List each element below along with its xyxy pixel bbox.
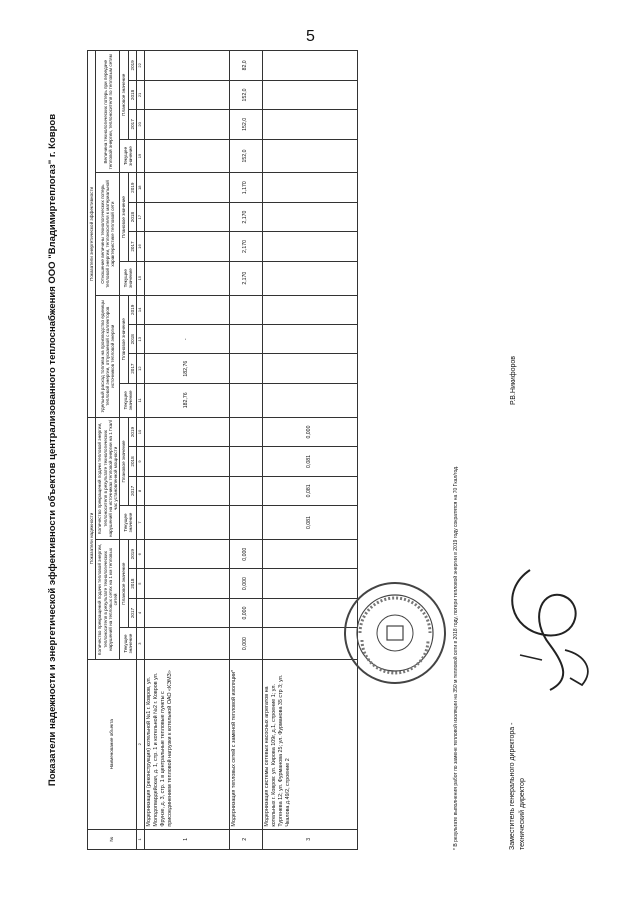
value-cell [144, 51, 229, 81]
column-index: 5 [136, 569, 144, 598]
handwritten-signature [490, 560, 610, 700]
value-cell [144, 232, 229, 261]
value-cell [144, 569, 229, 598]
value-cell [144, 110, 229, 139]
table-row [229, 51, 262, 850]
header-year: 2019 [128, 173, 136, 202]
column-index: 2 [136, 659, 144, 829]
value-cell: 0,000 [229, 628, 262, 660]
value-cell [144, 476, 229, 505]
signer-position-line2: технический директор [519, 778, 526, 850]
column-index: 15 [136, 261, 144, 295]
header-planned: Плановое значение [120, 417, 128, 505]
column-index: 13 [136, 325, 144, 354]
value-cell [262, 383, 357, 417]
value-cell [144, 628, 229, 660]
header-e2: Отношение величины технологических потерь тепловой энергии, теплоносителя к материальной характеристике тепловой сети [96, 173, 120, 295]
column-index: 21 [136, 80, 144, 109]
value-cell [262, 139, 357, 173]
header-r2: Количество прекращений подачи тепловой энергии, теплоносителя в результате технологических нарушений на источниках тепловой энергии на 1 Гкал/час установленной мощности [96, 417, 120, 539]
column-index: 1 [136, 829, 144, 849]
value-cell: 2,170 [229, 261, 262, 295]
value-cell [229, 325, 262, 354]
value-cell [262, 295, 357, 324]
value-cell [144, 417, 229, 446]
header-planned: Плановое значение [120, 295, 128, 383]
column-index: 22 [136, 51, 144, 81]
value-cell [262, 261, 357, 295]
header-name: Наименование объекта [88, 659, 137, 829]
header-num: № [88, 829, 137, 849]
value-cell [229, 417, 262, 446]
header-row-groups [88, 51, 96, 850]
signer-name: Р.В.Никифоров [510, 356, 517, 405]
group-reliability: Показатели надежности [88, 417, 96, 659]
value-cell [144, 139, 229, 173]
value-cell [262, 110, 357, 139]
column-index: 14 [136, 295, 144, 324]
value-cell [262, 173, 357, 202]
header-current: Текущее значение [120, 506, 137, 540]
company-stamp [340, 578, 450, 688]
header-year: 2019 [128, 540, 136, 569]
value-cell [144, 598, 229, 627]
table-row [262, 51, 357, 850]
header-year: 2019 [128, 295, 136, 324]
header-year: 2018 [128, 202, 136, 231]
value-cell [229, 476, 262, 505]
header-current: Текущее значение [120, 261, 137, 295]
header-current: Текущее значение [120, 628, 137, 660]
value-cell: 0,081 [262, 476, 357, 505]
value-cell: 0,000 [262, 417, 357, 446]
value-cell [144, 80, 229, 109]
row-number: 2 [229, 829, 262, 849]
value-cell [144, 202, 229, 231]
column-index: 3 [136, 628, 144, 660]
column-index: 18 [136, 173, 144, 202]
value-cell: 2,170 [229, 202, 262, 231]
header-year: 2018 [128, 80, 136, 109]
value-cell [262, 232, 357, 261]
table-row [144, 51, 229, 850]
header-year: 2019 [128, 51, 136, 81]
header-year: 2017 [128, 476, 136, 505]
header-current: Текущее значение [120, 139, 137, 173]
column-index: 8 [136, 476, 144, 505]
value-cell [144, 447, 229, 476]
value-cell [144, 261, 229, 295]
page-title: Показатели надежности и энергетической эффективности объектов централизованного теплоснабжения ООО "Владимиртеплогаз" г. Ковров [47, 113, 58, 787]
column-index: 11 [136, 383, 144, 417]
column-index: 6 [136, 540, 144, 569]
header-e3: Величина технологических потерь при передаче тепловой энергии, теплоносителя по тепловым сетям [96, 51, 120, 173]
value-cell: 0,081 [262, 447, 357, 476]
indicators-table [87, 50, 358, 850]
value-cell [229, 506, 262, 540]
header-current: Текущее значение [120, 383, 137, 417]
header-year: 2017 [128, 232, 136, 261]
header-r1: Количество прекращений подачи тепловой энергии, теплоносителя в результате технологических нарушений на тепловых сетях на 1 км тепловых сетей [96, 540, 120, 660]
value-cell [144, 295, 229, 324]
column-index: 9 [136, 447, 144, 476]
value-cell: 152,0 [229, 80, 262, 109]
value-cell [229, 295, 262, 324]
object-name: Модернизация тепловых сетей с заменой тепловой изоляции* [229, 659, 262, 829]
header-planned: Плановое значение [120, 173, 128, 261]
object-name: Модернизация системы сетевых насосных агрегатов на котельных г. Ковров: ул. Кирова 109г, д.1, строение 1; ул. Тургенева 12; ул. Фурманова 25; ул. Фурманова 35 стр 3; ул. Чкалова д.49/2, строение 2 [262, 659, 357, 829]
header-planned: Плановое значение [120, 540, 128, 628]
value-cell [262, 354, 357, 383]
header-year: 2017 [128, 110, 136, 139]
value-cell: 0,000 [229, 598, 262, 627]
value-cell: 82,0 [229, 51, 262, 81]
group-efficiency: Показатели энергетической эффективности [88, 51, 96, 418]
value-cell: 0,000 [229, 569, 262, 598]
value-cell: 0,081 [262, 506, 357, 540]
column-index: 16 [136, 232, 144, 261]
header-year: 2018 [128, 447, 136, 476]
value-cell [144, 506, 229, 540]
value-cell [262, 51, 357, 81]
header-year: 2018 [128, 569, 136, 598]
row-number: 3 [262, 829, 357, 849]
value-cell: 1,170 [229, 173, 262, 202]
value-cell: 152,0 [229, 110, 262, 139]
header-planned: Плановое значение [120, 51, 128, 140]
value-cell: 2,170 [229, 232, 262, 261]
column-index: 12 [136, 354, 144, 383]
column-index: 7 [136, 506, 144, 540]
value-cell [144, 173, 229, 202]
value-cell [229, 354, 262, 383]
column-index-row [136, 51, 144, 850]
header-year: 2018 [128, 325, 136, 354]
value-cell [229, 447, 262, 476]
value-cell: 152,0 [229, 139, 262, 173]
column-index: 17 [136, 202, 144, 231]
value-cell [262, 202, 357, 231]
value-cell: 182,76 [144, 383, 229, 417]
value-cell: 182,76 [144, 354, 229, 383]
object-name: Модернизация (реконструкция) котельной №1 г. Ковров, ул. Молодогвардейская, д. 1, стр. 1 и котельной №2 г. Ковров ул. Фрунзе, д. 3, стр. 1 в центральные тепловые пункты с присоединением тепловой нагрузки к котельной ОАО «КЭМЗ» [144, 659, 229, 829]
column-index: 19 [136, 139, 144, 173]
header-year: 2019 [128, 417, 136, 446]
header-year: 2017 [128, 354, 136, 383]
header-year: 2017 [128, 598, 136, 627]
column-index: 4 [136, 598, 144, 627]
footnote: * В результате выполнения работ по замене тепловой изоляции на 350 м тепловой сети в 2018 году, потери тепловой энергии в 2019 году сократятся на 70 Гкал/год. [453, 465, 459, 850]
table-body [144, 51, 357, 850]
value-cell [262, 540, 357, 569]
value-cell: 0,000 [229, 540, 262, 569]
rotated-content [47, 40, 607, 860]
value-cell [262, 325, 357, 354]
value-cell: - [144, 325, 229, 354]
value-cell [262, 80, 357, 109]
value-cell [229, 383, 262, 417]
value-cell [144, 540, 229, 569]
column-index: 10 [136, 417, 144, 446]
row-number: 1 [144, 829, 229, 849]
signer-position-line1: Заместитель генерального директора - [509, 722, 516, 850]
page-number: 5 [306, 28, 315, 45]
column-index: 20 [136, 110, 144, 139]
header-e1: Удельный расход топлива на производство единицы тепловой энергии, отпускаемой с коллекторов источников тепловой энергии [96, 295, 120, 417]
